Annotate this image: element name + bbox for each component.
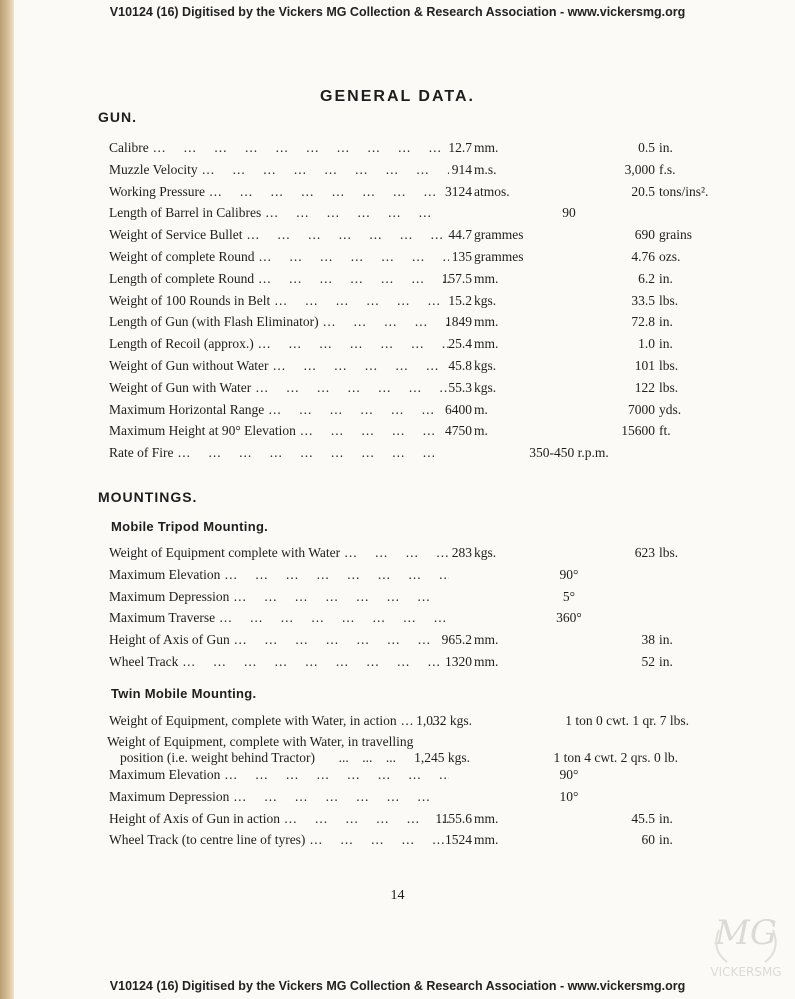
metric-unit: m.s.	[474, 161, 497, 177]
metric-value: 914	[451, 161, 472, 177]
imperial-value: 15600	[621, 423, 655, 439]
metric-unit: mm.	[474, 632, 499, 648]
table-row	[0, 358, 795, 378]
twin-row-weight-action	[0, 713, 795, 733]
row-label: Wheel Track ...	[109, 654, 449, 670]
metric-unit: m.	[474, 423, 488, 439]
imperial-value: 0.5	[638, 140, 655, 155]
row-label: Maximum Traverse ...	[109, 610, 449, 626]
metric-value: 3124	[445, 183, 472, 199]
table-row	[0, 380, 795, 400]
metric-unit: mm.	[474, 270, 499, 286]
imperial-value: 623	[634, 545, 655, 560]
metric-value: 1155.6	[435, 810, 472, 826]
metric-value: 1,245 kgs.	[414, 750, 470, 765]
row-label-line1: Weight of Equipment, complete with Water, in travelling	[107, 734, 414, 749]
metric-value: 135	[451, 249, 472, 264]
metric-value: 45.8	[448, 358, 472, 373]
metric-unit: kgs.	[474, 545, 497, 560]
metric-unit: mm.	[474, 336, 499, 352]
row-label: Rate of Fire ...	[109, 445, 449, 461]
metric-value: 1,032 kgs.	[416, 713, 472, 728]
row-label-line2: position (i.e. weight behind Tractor) ...	[120, 750, 396, 766]
metric-unit: atmos.	[474, 183, 510, 199]
table-row	[0, 402, 795, 422]
table-row	[0, 314, 795, 334]
metric-value: 25.4	[448, 336, 472, 352]
imperial-unit: in.	[659, 632, 673, 648]
mountings-heading: MOUNTINGS.	[98, 489, 198, 505]
imperial-value: 122	[634, 379, 655, 395]
metric-value: 283	[451, 545, 472, 560]
svg-text:MG: MG	[715, 913, 777, 953]
table-row	[0, 832, 795, 852]
imperial-unit: yds.	[659, 401, 682, 417]
row-label: Height of Axis of Gun in action ...	[109, 811, 449, 827]
table-row	[0, 227, 795, 247]
metric-value: 965.2	[441, 632, 472, 648]
row-label: Weight of 100 Rounds in Belt ...	[109, 293, 449, 309]
imperial-unit: lbs.	[659, 379, 679, 395]
imperial-value: 6.2	[638, 270, 655, 286]
table-row	[0, 271, 795, 291]
imperial-value: 20.5	[631, 183, 655, 199]
digitisation-banner-top: V10124 (16) Digitised by the Vickers MG Collection & Research Association - www.vickersmg.org	[109, 5, 686, 19]
metric-value: 12.7	[448, 140, 472, 155]
imperial-unit: f.s.	[659, 161, 676, 177]
row-label: Length of complete Round ...	[109, 271, 449, 287]
metric-unit: kgs.	[474, 379, 497, 395]
metric-value: 157.5	[441, 270, 472, 286]
page-number: 14	[390, 888, 405, 903]
imperial-unit: in.	[659, 832, 673, 848]
row-label: Weight of complete Round ...	[109, 249, 449, 265]
imperial-value: 3,000	[624, 161, 655, 177]
row-label: Weight of Equipment, complete with Water, in action ...	[109, 713, 449, 729]
imperial-value: 1 ton 0 cwt. 1 qr. 7 lbs.	[565, 713, 689, 728]
gun-heading: GUN.	[98, 109, 137, 125]
metric-unit: mm.	[474, 314, 499, 330]
table-row	[0, 249, 795, 269]
digitisation-banner-bottom: V10124 (16) Digitised by the Vickers MG Collection & Research Association - www.vickersmg.org	[109, 979, 686, 993]
combined-value: 350-450 r.p.m.	[529, 445, 609, 461]
row-label: Weight of Gun with Water ...	[109, 380, 449, 396]
metric-unit: mm.	[474, 810, 499, 826]
logo-text: VICKERSMG	[710, 965, 782, 979]
table-row	[0, 293, 795, 313]
table-row	[0, 632, 795, 652]
metric-value: 55.3	[448, 379, 472, 395]
table-row	[0, 140, 795, 160]
imperial-unit: lbs.	[659, 545, 679, 560]
combined-value: 90°	[559, 566, 579, 582]
row-label: Calibre ...	[109, 140, 449, 156]
metric-unit: mm.	[474, 832, 499, 848]
imperial-value: 1.0	[638, 336, 655, 352]
table-row	[0, 589, 795, 609]
metric-unit: mm.	[474, 654, 499, 669]
row-label: Maximum Horizontal Range ...	[109, 402, 449, 418]
metric-value: 1524	[445, 832, 472, 848]
row-label: Height of Axis of Gun ...	[109, 632, 449, 648]
table-row	[0, 767, 795, 787]
imperial-value: 101	[634, 358, 655, 373]
row-label: Maximum Elevation ...	[109, 767, 449, 783]
metric-unit: grammes	[474, 227, 524, 243]
imperial-unit: lbs.	[659, 292, 679, 308]
imperial-value: 690	[634, 227, 655, 243]
imperial-value: 7000	[628, 401, 655, 417]
imperial-value: 4.76	[631, 249, 655, 264]
combined-value: 360°	[556, 610, 582, 626]
metric-value: 44.7	[448, 227, 472, 243]
imperial-unit: grains	[659, 227, 692, 243]
imperial-unit: tons/ins².	[659, 183, 709, 199]
combined-value: 90°	[559, 767, 579, 782]
imperial-value: 33.5	[631, 292, 655, 308]
table-row	[0, 445, 795, 465]
table-row	[0, 423, 795, 443]
imperial-unit: in.	[659, 314, 673, 330]
row-label: Wheel Track (to centre line of tyres) ...	[109, 832, 449, 848]
twin-row-weight-travelling	[0, 734, 795, 770]
row-label: Muzzle Velocity ...	[109, 162, 449, 178]
row-label: Length of Barrel in Calibres ...	[109, 205, 449, 221]
metric-value: 6400	[445, 401, 472, 417]
imperial-unit: in.	[659, 810, 673, 826]
metric-value: 1849	[445, 314, 472, 330]
row-label: Weight of Equipment complete with Water ...	[109, 545, 449, 561]
metric-unit: mm.	[474, 140, 499, 155]
combined-value: 5°	[562, 588, 576, 604]
combined-value: 10°	[559, 788, 579, 804]
imperial-unit: in.	[659, 336, 673, 352]
table-row	[0, 545, 795, 565]
row-label: Length of Gun (with Flash Eliminator) ...	[109, 314, 449, 330]
metric-value: 1320	[445, 654, 472, 669]
table-row	[0, 789, 795, 809]
imperial-value: 52	[641, 654, 655, 669]
imperial-value: 1 ton 4 cwt. 2 qrs. 0 lb.	[553, 750, 678, 765]
imperial-value: 60	[641, 832, 655, 848]
row-label: Weight of Gun without Water ...	[109, 358, 449, 374]
tripod-heading: Mobile Tripod Mounting.	[111, 519, 269, 534]
table-row	[0, 205, 795, 225]
table-row	[0, 610, 795, 630]
metric-unit: m.	[474, 401, 488, 417]
table-row	[0, 184, 795, 204]
table-row	[0, 654, 795, 674]
row-label: Maximum Elevation ...	[109, 567, 449, 583]
table-row	[0, 811, 795, 831]
imperial-unit: in.	[659, 270, 673, 286]
metric-unit: kgs.	[474, 292, 497, 308]
row-label: Length of Recoil (approx.) ...	[109, 336, 449, 352]
imperial-value: 72.8	[631, 314, 655, 330]
imperial-unit: ft.	[659, 423, 671, 439]
imperial-unit: ozs.	[659, 249, 681, 264]
metric-unit: kgs.	[474, 358, 497, 373]
page-title: GENERAL DATA.	[320, 88, 475, 105]
row-label: Working Pressure ...	[109, 184, 449, 200]
combined-value: 90	[562, 205, 576, 221]
row-label: Maximum Depression ...	[109, 589, 449, 605]
imperial-unit: lbs.	[659, 358, 679, 373]
table-row	[0, 162, 795, 182]
row-label: Weight of Service Bullet ...	[109, 227, 449, 243]
imperial-unit: in.	[659, 654, 673, 669]
table-row	[0, 336, 795, 356]
vickersmg-logo	[697, 900, 795, 980]
row-label: Maximum Depression ...	[109, 789, 449, 805]
metric-unit: grammes	[474, 249, 524, 264]
metric-value: 4750	[445, 423, 472, 439]
metric-value: 15.2	[448, 292, 472, 308]
table-row	[0, 567, 795, 587]
imperial-value: 38	[641, 632, 655, 648]
imperial-value: 45.5	[631, 810, 655, 826]
twin-heading: Twin Mobile Mounting.	[111, 686, 257, 701]
row-label: Maximum Height at 90° Elevation ...	[109, 423, 449, 439]
imperial-unit: in.	[659, 140, 673, 155]
